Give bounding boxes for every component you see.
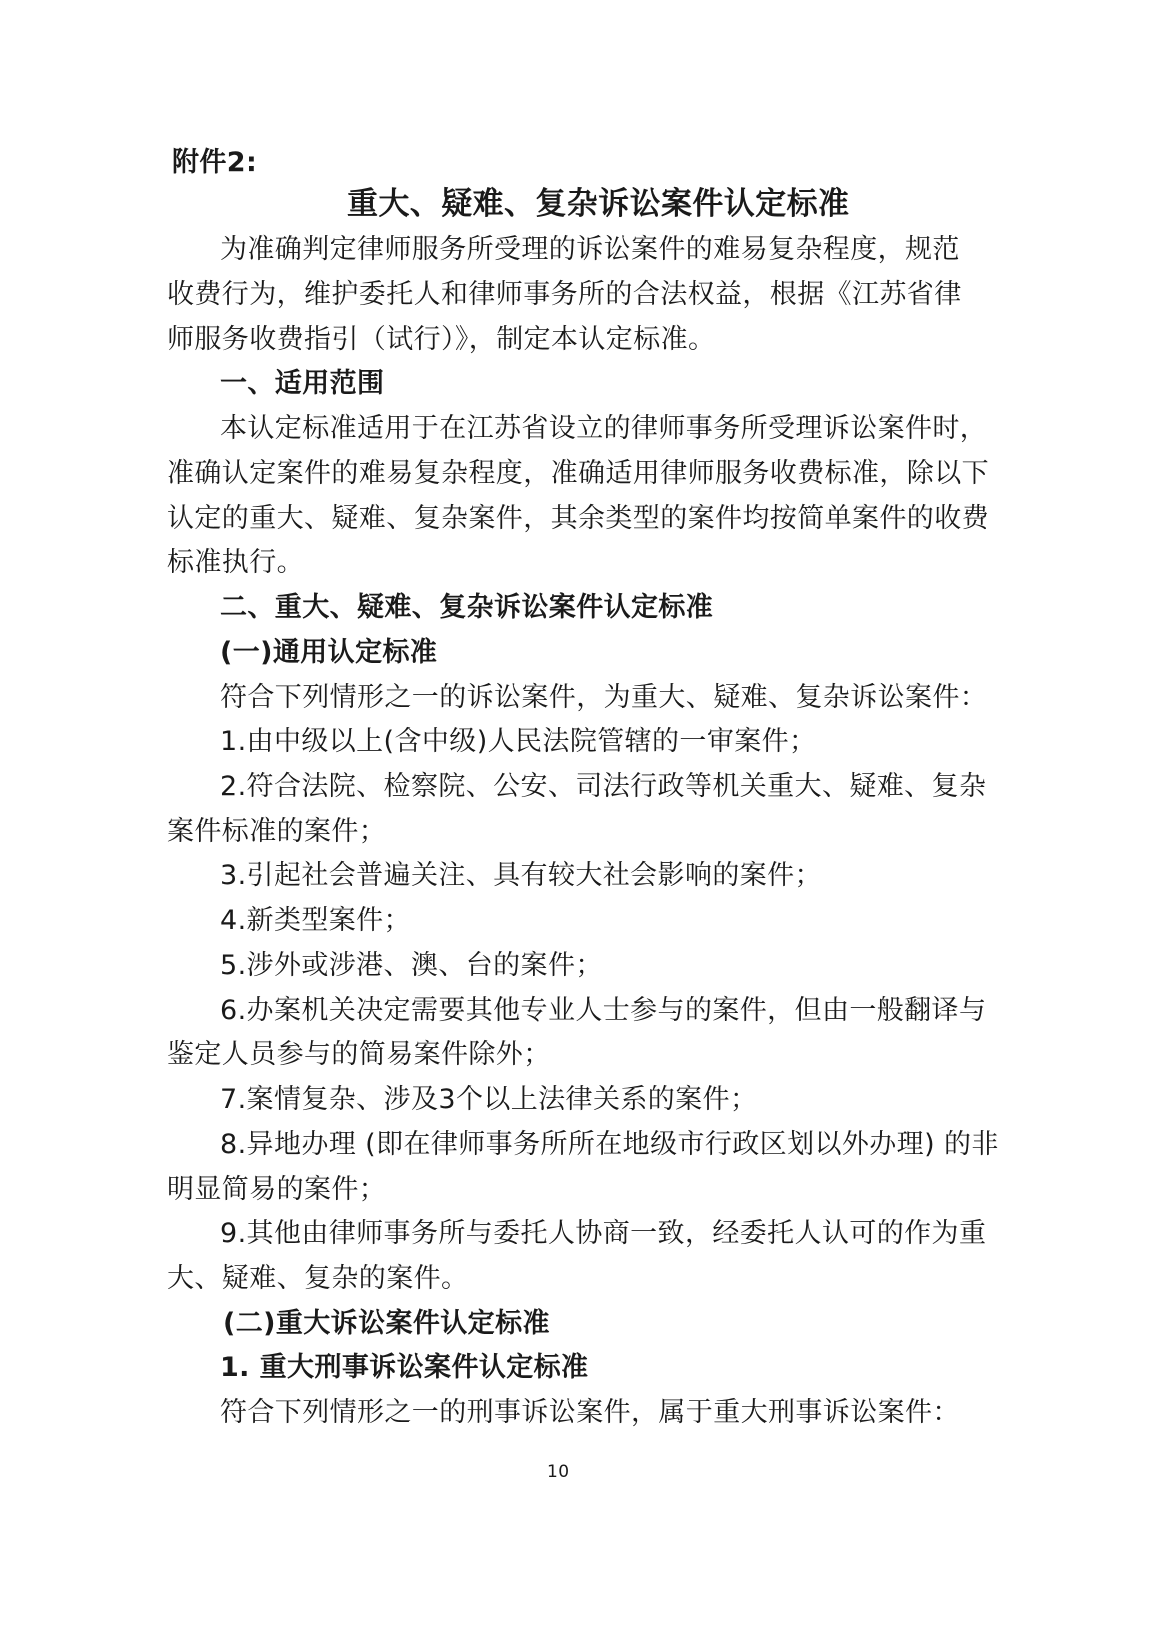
attachment-label: 附件2: — [172, 147, 258, 178]
intro-line-3: 师服务收费指引（试行）》，制定本认定标准。 — [167, 324, 716, 355]
subsection-major-heading: (二)重大诉讼案件认定标准 — [223, 1308, 550, 1339]
major-criminal-lead: 符合下列情形之一的刑事诉讼案件，属于重大刑事诉讼案件： — [220, 1397, 960, 1428]
list-item-8-line-1: 8.异地办理 (即在律师事务所所在地级市行政区划以外办理) 的非 — [220, 1129, 999, 1160]
section-1-line-3: 认定的重大、疑难、复杂案件，其余类型的案件均按简单案件的收费 — [167, 503, 989, 534]
list-item-4: 4.新类型案件； — [220, 905, 411, 936]
list-item-8-line-2: 明显简易的案件； — [167, 1174, 387, 1205]
list-item-2-line-1: 2.符合法院、检察院、公安、司法行政等机关重大、疑难、复杂 — [220, 771, 987, 802]
subsection-general-lead: 符合下列情形之一的诉讼案件，为重大、疑难、复杂诉讼案件： — [220, 682, 988, 713]
list-item-5: 5.涉外或涉港、澳、台的案件； — [220, 950, 603, 981]
list-item-2-line-2: 案件标准的案件； — [167, 816, 387, 847]
intro-line-2: 收费行为，维护委托人和律师事务所的合法权益，根据《江苏省律 — [167, 279, 962, 310]
subsection-general-heading: (一)通用认定标准 — [220, 637, 438, 668]
section-1-line-2: 准确认定案件的难易复杂程度，准确适用律师服务收费标准，除以下 — [167, 458, 989, 489]
list-item-9-line-2: 大、疑难、复杂的案件。 — [167, 1263, 469, 1294]
list-item-6-line-2: 鉴定人员参与的简易案件除外； — [167, 1039, 551, 1070]
section-1-line-1: 本认定标准适用于在江苏省设立的律师事务所受理诉讼案件时， — [220, 413, 988, 444]
list-item-1: 1.由中级以上(含中级)人民法院管辖的一审案件； — [220, 726, 817, 757]
section-1-heading: 一、适用范围 — [220, 368, 385, 399]
list-item-7: 7.案情复杂、涉及3个以上法律关系的案件； — [220, 1084, 758, 1115]
major-criminal-heading: 1. 重大刑事诉讼案件认定标准 — [220, 1352, 589, 1383]
intro-line-1: 为准确判定律师服务所受理的诉讼案件的难易复杂程度，规范 — [220, 234, 960, 265]
list-item-6-line-1: 6.办案机关决定需要其他专业人士参与的案件，但由一般翻译与 — [220, 995, 987, 1026]
list-item-9-line-1: 9.其他由律师事务所与委托人协商一致，经委托人认可的作为重 — [220, 1218, 987, 1249]
document-title: 重大、疑难、复杂诉讼案件认定标准 — [347, 186, 850, 222]
page-number: 10 — [547, 1462, 570, 1482]
section-2-heading: 二、重大、疑难、复杂诉讼案件认定标准 — [220, 592, 714, 623]
section-1-line-4: 标准执行。 — [167, 547, 304, 578]
list-item-3: 3.引起社会普遍关注、具有较大社会影响的案件； — [220, 860, 822, 891]
